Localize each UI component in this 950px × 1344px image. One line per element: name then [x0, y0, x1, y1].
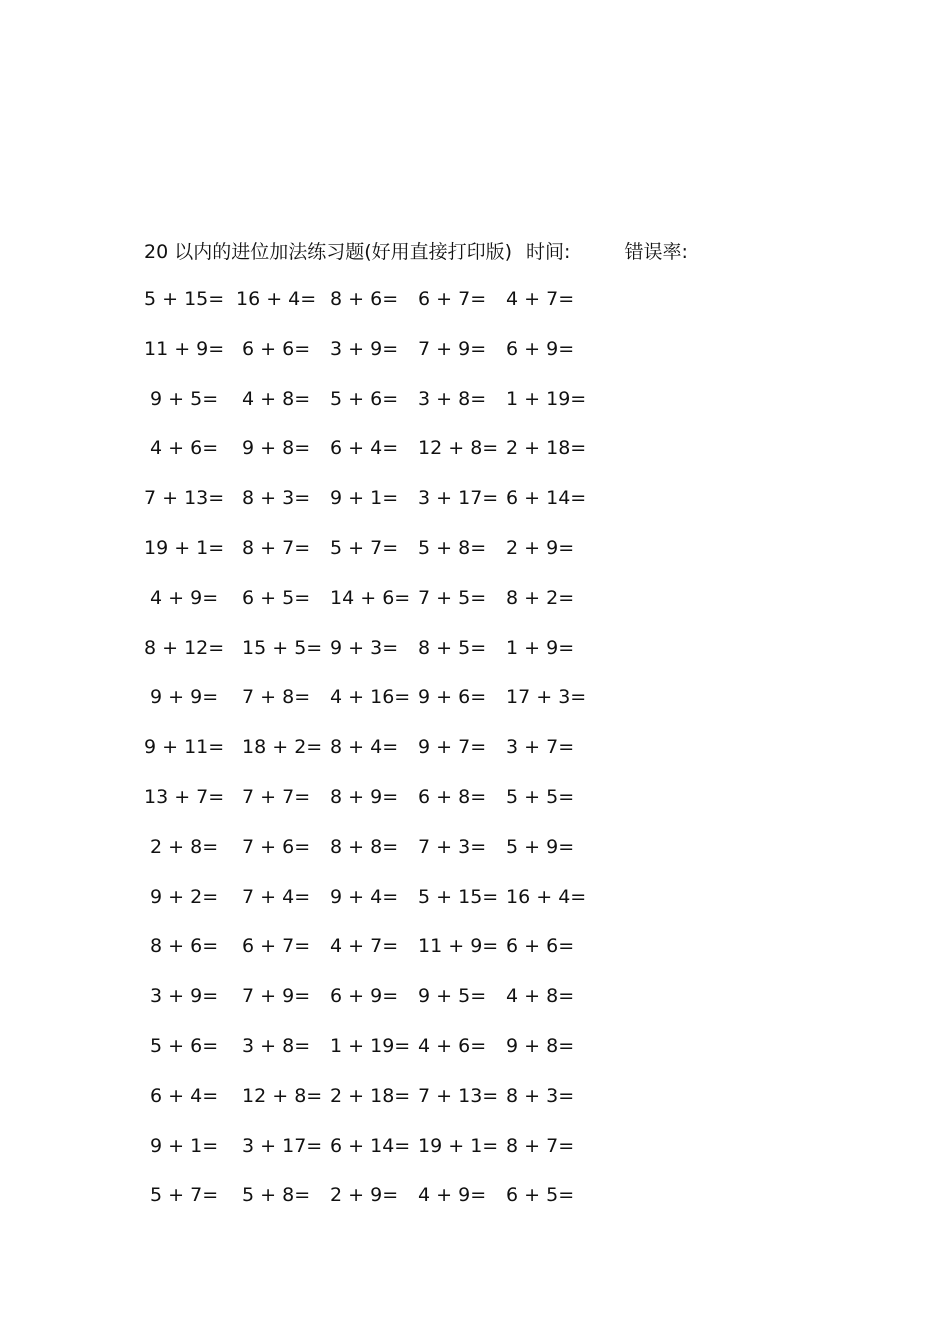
addition-problem: 5 + 7=: [144, 1184, 219, 1207]
time-label: 时间:: [526, 240, 571, 263]
addition-problem: 12 + 8=: [236, 1084, 323, 1107]
addition-problem: 6 + 9=: [500, 337, 575, 360]
addition-problem: 8 + 3=: [236, 487, 311, 510]
addition-problem: 12 + 8=: [412, 437, 499, 460]
addition-problem: 8 + 6=: [144, 935, 219, 958]
addition-problem: 7 + 5=: [412, 586, 487, 609]
addition-problem: 8 + 6=: [324, 288, 399, 310]
addition-problem: 6 + 8=: [412, 785, 487, 808]
addition-problem: 8 + 8=: [324, 835, 399, 858]
addition-problem: 9 + 8=: [236, 437, 311, 460]
addition-problem: 2 + 9=: [324, 1184, 399, 1207]
addition-problem: 9 + 1=: [324, 487, 399, 510]
addition-problem: 6 + 4=: [144, 1084, 219, 1107]
addition-problem: 6 + 6=: [500, 935, 575, 958]
addition-problem: 6 + 9=: [324, 985, 399, 1008]
addition-problem: 1 + 19=: [324, 1034, 411, 1057]
problem-row: [144, 932, 604, 982]
addition-problem: 7 + 13=: [144, 487, 225, 510]
addition-problem: 16 + 4=: [500, 885, 587, 908]
addition-problem: 5 + 15=: [412, 885, 499, 908]
addition-problem: 15 + 5=: [236, 636, 323, 659]
addition-problem: 1 + 9=: [500, 636, 575, 659]
addition-problem: 9 + 6=: [412, 686, 487, 709]
problem-row: [144, 534, 604, 584]
addition-problem: 7 + 8=: [236, 686, 311, 709]
addition-problem: 3 + 9=: [324, 337, 399, 360]
addition-problem: 16 + 4=: [236, 288, 317, 310]
problem-grid: [144, 285, 604, 1231]
addition-problem: 9 + 4=: [324, 885, 399, 908]
addition-problem: 5 + 9=: [500, 835, 575, 858]
addition-problem: 4 + 8=: [500, 985, 575, 1008]
addition-problem: 5 + 15=: [144, 288, 225, 310]
addition-problem: 8 + 5=: [412, 636, 487, 659]
addition-problem: 3 + 9=: [144, 985, 219, 1008]
problem-row: [144, 1082, 604, 1132]
addition-problem: 3 + 8=: [236, 1034, 311, 1057]
addition-problem: 4 + 6=: [412, 1034, 487, 1057]
addition-problem: 8 + 12=: [144, 636, 225, 659]
addition-problem: 3 + 17=: [412, 487, 499, 510]
addition-problem: 8 + 9=: [324, 785, 399, 808]
problem-row: [144, 584, 604, 634]
addition-problem: 9 + 2=: [144, 885, 219, 908]
problem-row: [144, 335, 604, 385]
addition-problem: 5 + 8=: [236, 1184, 311, 1207]
addition-problem: 9 + 7=: [412, 736, 487, 759]
addition-problem: 4 + 8=: [236, 387, 311, 410]
problem-row: [144, 1032, 604, 1082]
addition-problem: 4 + 6=: [144, 437, 219, 460]
problem-row: [144, 1132, 604, 1182]
addition-problem: 6 + 14=: [324, 1134, 411, 1157]
worksheet-header: [144, 236, 688, 264]
addition-problem: 6 + 7=: [236, 935, 311, 958]
addition-problem: 11 + 9=: [412, 935, 499, 958]
worksheet-title: 20 以内的进位加法练习题(好用直接打印版): [144, 240, 513, 263]
addition-problem: 5 + 5=: [500, 785, 575, 808]
addition-problem: 6 + 14=: [500, 487, 587, 510]
addition-problem: 19 + 1=: [144, 536, 225, 559]
problem-row: [144, 1181, 604, 1231]
addition-problem: 8 + 4=: [324, 736, 399, 759]
problem-row: [144, 733, 604, 783]
addition-problem: 19 + 1=: [412, 1134, 499, 1157]
addition-problem: 9 + 5=: [144, 387, 219, 410]
addition-problem: 2 + 9=: [500, 536, 575, 559]
addition-problem: 3 + 8=: [412, 387, 487, 410]
problem-row: [144, 783, 604, 833]
addition-problem: 7 + 9=: [236, 985, 311, 1008]
error-rate-label: 错误率:: [624, 240, 688, 263]
addition-problem: 9 + 1=: [144, 1134, 219, 1157]
addition-problem: 4 + 7=: [500, 288, 575, 310]
addition-problem: 1 + 19=: [500, 387, 587, 410]
addition-problem: 8 + 7=: [236, 536, 311, 559]
addition-problem: 2 + 8=: [144, 835, 219, 858]
addition-problem: 7 + 9=: [412, 337, 487, 360]
addition-problem: 3 + 7=: [500, 736, 575, 759]
addition-problem: 9 + 5=: [412, 985, 487, 1008]
problem-row: [144, 434, 604, 484]
addition-problem: 7 + 4=: [236, 885, 311, 908]
problem-row: [144, 982, 604, 1032]
addition-problem: 18 + 2=: [236, 736, 323, 759]
addition-problem: 5 + 7=: [324, 536, 399, 559]
addition-problem: 4 + 7=: [324, 935, 399, 958]
addition-problem: 4 + 16=: [324, 686, 411, 709]
addition-problem: 17 + 3=: [500, 686, 587, 709]
addition-problem: 6 + 6=: [236, 337, 311, 360]
problem-row: [144, 385, 604, 435]
addition-problem: 9 + 9=: [144, 686, 219, 709]
addition-problem: 4 + 9=: [412, 1184, 487, 1207]
addition-problem: 6 + 5=: [500, 1184, 575, 1207]
addition-problem: 8 + 2=: [500, 586, 575, 609]
addition-problem: 13 + 7=: [144, 785, 225, 808]
addition-problem: 7 + 3=: [412, 835, 487, 858]
problem-row: [144, 883, 604, 933]
problem-row: [144, 484, 604, 534]
addition-problem: 9 + 3=: [324, 636, 399, 659]
problem-row: [144, 833, 604, 883]
addition-problem: 6 + 4=: [324, 437, 399, 460]
addition-problem: 2 + 18=: [500, 437, 587, 460]
problem-row: [144, 634, 604, 684]
addition-problem: 7 + 7=: [236, 785, 311, 808]
problem-row: [144, 285, 604, 335]
addition-problem: 3 + 17=: [236, 1134, 323, 1157]
addition-problem: 5 + 8=: [412, 536, 487, 559]
addition-problem: 9 + 8=: [500, 1034, 575, 1057]
addition-problem: 7 + 13=: [412, 1084, 499, 1107]
addition-problem: 14 + 6=: [324, 586, 411, 609]
addition-problem: 2 + 18=: [324, 1084, 411, 1107]
addition-problem: 7 + 6=: [236, 835, 311, 858]
addition-problem: 8 + 7=: [500, 1134, 575, 1157]
addition-problem: 6 + 7=: [412, 288, 487, 310]
addition-problem: 9 + 11=: [144, 736, 225, 759]
addition-problem: 8 + 3=: [500, 1084, 575, 1107]
addition-problem: 11 + 9=: [144, 337, 225, 360]
problem-row: [144, 683, 604, 733]
addition-problem: 5 + 6=: [144, 1034, 219, 1057]
addition-problem: 6 + 5=: [236, 586, 311, 609]
addition-problem: 4 + 9=: [144, 586, 219, 609]
addition-problem: 5 + 6=: [324, 387, 399, 410]
